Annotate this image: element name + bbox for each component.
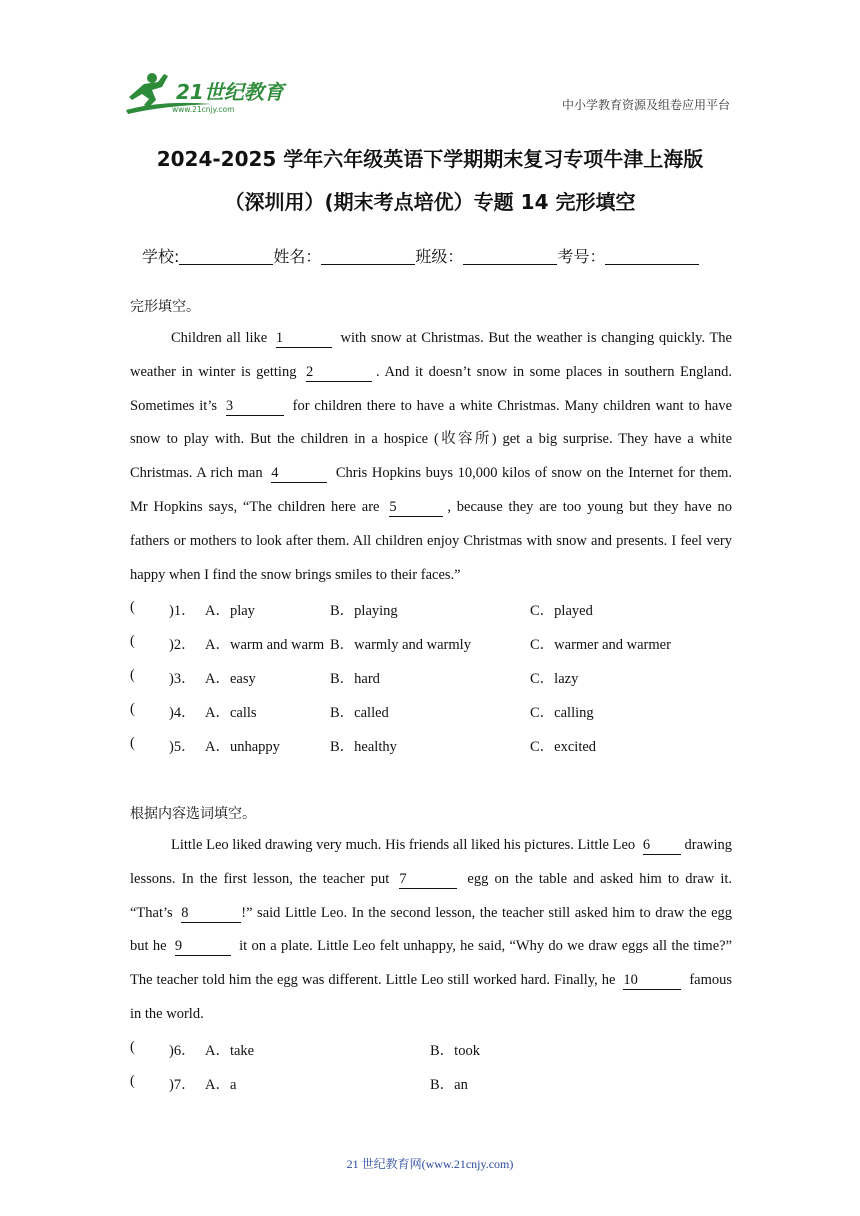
name-label: 姓名： xyxy=(273,247,322,266)
passage-text: draw it. “That’s xyxy=(130,870,733,921)
platform-name: 中小学教育资源及组卷应用平台 xyxy=(561,98,730,112)
blank-4[interactable]: 4 xyxy=(271,464,327,483)
answer-paren[interactable]: ( xyxy=(130,1073,135,1089)
blank-3[interactable]: 3 xyxy=(226,397,284,416)
logo-url: www.21cnjy.com xyxy=(172,105,235,114)
question-number: )6． xyxy=(169,1043,196,1059)
passage-text: with snow at Christmas. But the weather is changing quickly. xyxy=(335,330,706,346)
option-c[interactable]: C．lazy xyxy=(530,671,579,687)
question-number: )5． xyxy=(169,739,196,755)
passage-text: he xyxy=(601,972,620,989)
name-blank[interactable] xyxy=(321,248,415,265)
option-b[interactable]: B．an xyxy=(430,1077,468,1093)
passage-text: have a white Christmas. A rich man xyxy=(130,431,733,482)
option-a[interactable]: A．a xyxy=(205,1077,237,1093)
blank-8[interactable]: 8 xyxy=(181,904,241,923)
answer-paren[interactable]: ( xyxy=(130,1039,135,1055)
blank-5[interactable]: 5 xyxy=(389,498,443,517)
option-c[interactable]: C．warmer and warmer xyxy=(530,637,671,653)
passage-text: but they have no fathers or mothers to look after them. All children enjoy Christmas with snow xyxy=(130,498,732,549)
cloze-passage-2 xyxy=(130,829,732,1032)
option-a[interactable]: A．unhappy xyxy=(205,739,280,755)
page-title-line2: （深圳用）(期末考点培优）专题 14 完形填空 xyxy=(224,190,636,214)
passage-text: for children there to have a white Christmas. Many children xyxy=(287,397,651,414)
blank-10[interactable]: 10 xyxy=(623,971,681,990)
question-number: )3． xyxy=(169,671,196,687)
logo-text: 21世纪教育 xyxy=(176,80,284,104)
exam-number-blank[interactable] xyxy=(605,248,699,265)
option-b[interactable]: B．took xyxy=(430,1043,480,1059)
passage-text: Chris Hopkins buys 10,000 kilos of snow on the xyxy=(331,465,624,482)
option-a[interactable]: A．easy xyxy=(205,671,256,687)
answer-paren[interactable]: ( xyxy=(130,667,135,683)
option-c[interactable]: C．excited xyxy=(530,739,597,755)
question-number: )7． xyxy=(169,1077,196,1093)
passage-text: egg on the table and asked him to xyxy=(461,870,680,887)
passage-text: The weather in winter is getting xyxy=(130,330,732,380)
passage-text: , because they are too young xyxy=(447,498,624,515)
passage-text: want to have snow to play with. But the children in a hospice (收容所) get a big surprise. They xyxy=(130,397,733,448)
exam-number-label: 考号： xyxy=(557,247,606,266)
page-title-line1: 2024-2025 学年六年级英语下学期期末复习专项牛津上海版 xyxy=(156,147,704,171)
option-b[interactable]: B．warmly and warmly xyxy=(330,637,471,653)
option-b[interactable]: B．playing xyxy=(330,603,398,619)
option-a[interactable]: A．calls xyxy=(205,705,257,721)
passage-text: . And it doesn’t snow in some places in southern xyxy=(376,363,675,380)
passage-text: Little Leo liked drawing very much. His friends all liked his pictures. Little Leo xyxy=(171,837,639,853)
passage-text: England. Sometimes it’s xyxy=(130,363,732,414)
option-b[interactable]: B．called xyxy=(330,705,389,721)
class-blank[interactable] xyxy=(463,248,557,265)
school-blank[interactable] xyxy=(179,248,273,265)
option-a[interactable]: A．play xyxy=(205,603,255,619)
passage-text: Children all like xyxy=(171,330,272,346)
section-heading-word-choice: 根据内容选词填空。 xyxy=(130,806,256,822)
answer-paren[interactable]: ( xyxy=(130,633,135,649)
class-label: 班级： xyxy=(415,247,464,266)
option-c[interactable]: C．calling xyxy=(530,705,594,721)
blank-1[interactable]: 1 xyxy=(276,329,332,348)
passage-text: !” said Little Leo. In the second lesson, the teacher still asked him to xyxy=(241,904,651,921)
option-b[interactable]: B．healthy xyxy=(330,739,397,755)
passage-text: eggs all the time?” The teacher told him the egg was different. Little Leo still worked hard. Finally, xyxy=(130,938,733,989)
passage-text: famous in the world. xyxy=(130,972,733,1022)
blank-7[interactable]: 7 xyxy=(399,870,457,889)
answer-paren[interactable]: ( xyxy=(130,735,135,751)
cloze-passage-1 xyxy=(130,322,732,592)
passage-text: draw the egg but he xyxy=(130,904,733,955)
passage-text: Internet for them. Mr Hopkins says, “The children here are xyxy=(130,465,732,515)
answer-paren[interactable]: ( xyxy=(130,599,135,615)
option-c[interactable]: C．played xyxy=(530,603,593,619)
option-a[interactable]: A．warm and warm xyxy=(205,637,325,653)
blank-2[interactable]: 2 xyxy=(306,363,372,382)
student-info-line xyxy=(142,244,699,267)
school-label: 学校: xyxy=(142,247,180,266)
passage-text: drawing lessons. In the first lesson, the teacher put xyxy=(130,837,733,887)
section-heading-cloze: 完形填空。 xyxy=(130,299,200,315)
question-number: )4． xyxy=(169,705,196,721)
question-number: )1． xyxy=(169,603,196,619)
passage-text: and presents. I feel very happy when I find the snow brings smiles to their faces.” xyxy=(130,532,732,583)
option-a[interactable]: A．take xyxy=(205,1043,255,1059)
blank-9[interactable]: 9 xyxy=(175,937,231,956)
page-footer[interactable]: 21 世纪教育网(www.21cnjy.com) xyxy=(346,1157,514,1171)
question-number: )2． xyxy=(169,637,196,653)
passage-text: it on a plate. Little Leo felt unhappy, he said, “Why do we draw xyxy=(234,938,618,955)
answer-paren[interactable]: ( xyxy=(130,701,135,717)
site-logo xyxy=(122,70,292,118)
blank-6[interactable]: 6 xyxy=(643,836,681,855)
option-b[interactable]: B．hard xyxy=(330,671,380,687)
